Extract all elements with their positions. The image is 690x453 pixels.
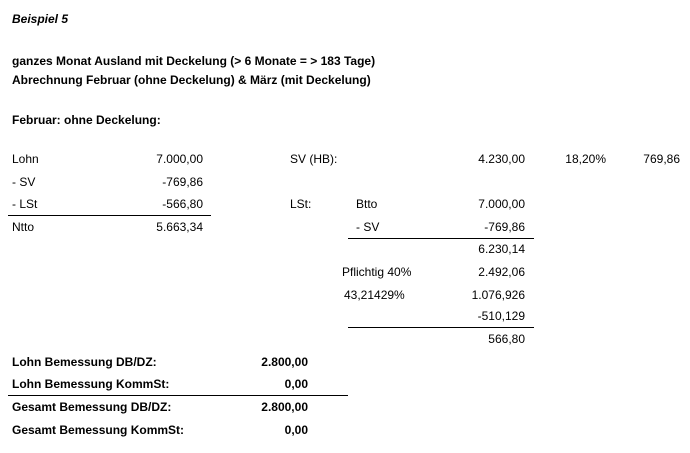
summary-value: 0,00 [284, 377, 308, 391]
left-row-label: Lohn [12, 152, 39, 166]
left-row-label: Ntto [12, 220, 35, 234]
summary-label: Gesamt Bemessung DB/DZ: [12, 400, 172, 414]
summary-value: 2.800,00 [261, 355, 308, 369]
summary-value: 2.800,00 [261, 400, 308, 414]
lst-row-value: 7.000,00 [478, 197, 525, 211]
summary-value: 0,00 [284, 423, 308, 437]
lst-row-value: 1.076,926 [471, 288, 525, 302]
section-title: Februar: ohne Deckelung: [12, 113, 161, 127]
sv-base: 4.230,00 [478, 152, 525, 166]
left-row-label: - SV [12, 175, 36, 189]
lst-row-value: -769,86 [484, 220, 525, 234]
lst-row-value: -510,129 [477, 309, 525, 323]
left-row-value: 7.000,00 [156, 152, 203, 166]
lst-row-value: 566,80 [488, 332, 525, 346]
summary-label: Gesamt Bemessung KommSt: [12, 423, 185, 437]
lst-divider [348, 327, 534, 328]
lst-row-value: 2.492,06 [478, 265, 525, 279]
left-row-label: - LSt [12, 197, 38, 211]
left-table-divider [8, 215, 211, 216]
summary-label: Lohn Bemessung DB/DZ: [12, 355, 157, 369]
sv-amount: 769,86 [643, 152, 680, 166]
summary-divider [8, 395, 348, 396]
left-row-value: -566,80 [162, 197, 203, 211]
lst-label: LSt: [290, 197, 312, 211]
left-row-value: 5.663,34 [156, 220, 203, 234]
sv-label: SV (HB): [290, 152, 338, 166]
heading-line-2: Abrechnung Februar (ohne Deckelung) & März (mit Deckelung) [12, 73, 371, 87]
lst-row-label: Pflichtig 40% [342, 265, 412, 279]
left-row-value: -769,86 [162, 175, 203, 189]
lst-divider [348, 238, 534, 239]
heading-line-1: ganzes Monat Ausland mit Deckelung (> 6 Monate = > 183 Tage) [12, 54, 376, 68]
lst-row-value: 6.230,14 [478, 242, 525, 256]
sv-rate: 18,20% [565, 152, 606, 166]
example-title: Beispiel 5 [12, 12, 69, 26]
lst-row-label: 43,21429% [344, 288, 405, 302]
lst-row-label: Btto [356, 197, 378, 211]
summary-label: Lohn Bemessung KommSt: [12, 377, 170, 391]
lst-row-label: - SV [356, 220, 380, 234]
